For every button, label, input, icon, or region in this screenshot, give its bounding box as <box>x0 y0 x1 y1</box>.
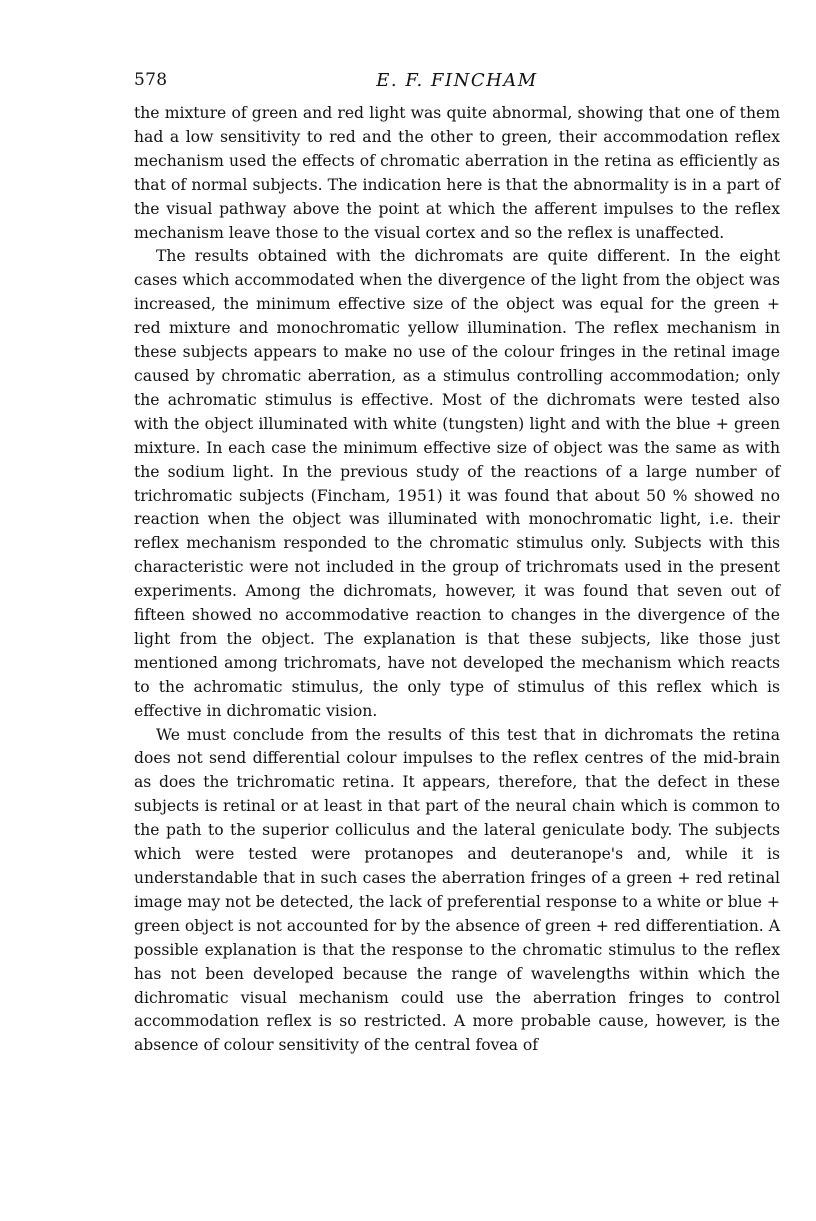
paragraph-dichromat-results: The results obtained with the dichromats are quite different. In the eight cases which accommodated when the divergence of the light from the object was increased, the minimum effective size of the object was equal for the green + red mixture and monochromatic yellow illumination. The reflex mechanism in these subjects appears to make no use of the colour fringes in the retinal image caused by chromatic aberration, as a stimulus controlling accommodation; only the achromatic stimulus is effective. Most of the dichromats were tested also with the object illuminated with white (tungsten) light and with the blue + green mixture. In each case the minimum effective size of object was the same as with the sodium light. In the previous study of the reactions of a large number of trichromatic subjects (Fincham, 1951) it was found that about 50 % showed no reaction when the object was illuminated with monochromatic light, i.e. their reflex mechanism responded to the chromatic stimulus only. Subjects with this characteristic were not included in the group of trichromats used in the present experiments. Among the dichromats, however, it was found that seven out of fifteen showed no accommodative reaction to changes in the divergence of the light from the object. The explanation is that these subjects, like those just mentioned among trichromats, have not developed the mechanism which reacts to the achromatic stimulus, the only type of stimulus of this reflex which is effective in dichromatic vision. <box>134 247 780 720</box>
paragraph-conclusion: We must conclude from the results of this test that in dichromats the retina does not send differential colour impulses to the reflex centres of the mid-brain as does the trichromatic retina. It appears, therefore, that the defect in these subjects is retinal or at least in that part of the neural chain which is common to the path to the superior colliculus and the lateral geniculate body. The subjects which were tested were protanopes and deuteranope's and, while it is understandable that in such cases the aberration fringes of a green + red retinal image may not be detected, the lack of preferential response to a white or blue + green object is not accounted for by the absence of green + red differentiation. A possible explanation is that the response to the chromatic stimulus to the reflex has not been developed because the range of wavelengths within which the dichromatic visual mechanism could use the aberration fringes to control accommodation reflex is so restricted. A more probable cause, however, is the absence of colour sensitivity of the central fovea of <box>134 725 780 1055</box>
paragraph-continued: the mixture of green and red light was quite abnormal, showing that one of them had a low sensitivity to red and the other to green, their accommodation reflex mechanism used the effects of chromatic aberration in the retina as efficiently as that of normal subjects. The indication here is that the abnormality is in a part of the visual pathway above the point at which the afferent impulses to the reflex mechanism leave those to the visual cortex and so the reflex is unaffected. <box>134 104 780 242</box>
page-number: 578 <box>134 70 168 90</box>
journal-page <box>134 70 780 1058</box>
page-header <box>134 70 780 100</box>
running-head-author: E. F. FINCHAM <box>376 70 538 91</box>
article-body <box>134 102 780 1058</box>
